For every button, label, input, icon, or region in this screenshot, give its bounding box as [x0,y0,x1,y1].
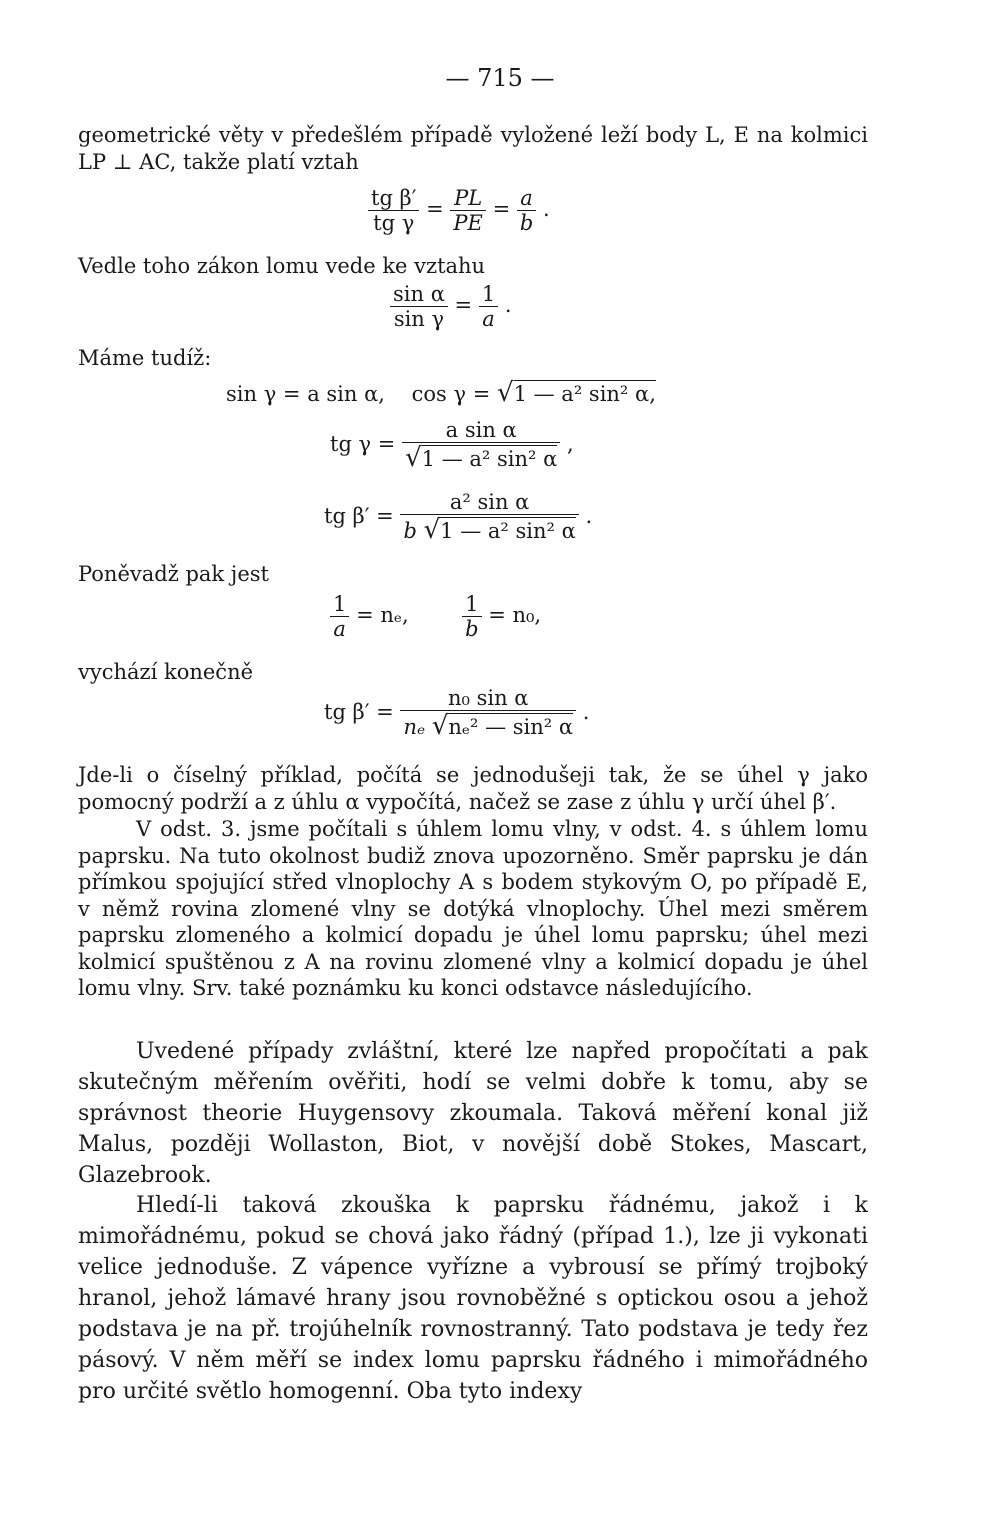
paragraph-uvedene: Uvedené případy zvláštní, které lze napřed propočítati a pak skutečným měřením ověřiti, hodí se velmi dobře k tomu, aby se správnost theorie Huygensovy zkoumala. Taková měření konal již Malus, později Wollaston, Biot, v novější době Stokes, Mascart, Glazebrook. [78,1039,868,1188]
radicand: nₑ² — sin² α [448,715,574,739]
factor-b: b [403,519,417,543]
numerator: n₀ sin α [400,686,576,711]
radicand: 1 — a² sin² α, [513,382,656,406]
label-mame: Máme tudíž: [78,346,212,370]
fraction-pl-pe [450,186,485,235]
lhs: tg β′ = [324,504,394,528]
paragraph-jde-li: Jde-li o číselný příklad, počítá se jednodušeji tak, že se úhel γ jako pomocný podrží a z úhlu α vypočítá, načež se zase z úhlu γ určí úhel β′. [78,763,868,814]
punctuation: . [585,504,593,528]
equation-final [324,686,589,741]
factor-ne: nₑ [403,715,426,739]
fraction-one-over-a [330,592,349,641]
denominator: tg γ [373,211,415,235]
page-number: — 715 — [445,64,555,92]
radicand: 1 — a² sin² α [421,447,558,471]
lhs: tg γ = [330,432,396,456]
punctuation: . [582,700,590,724]
fraction-sin-ratio [390,282,448,331]
radical-sign: √ [423,515,441,545]
equation-snell: $\frac{\text{sin α}}{\text{sin γ}}$ = $\frac{1}{a}$ . [390,282,512,331]
fraction-a-b [517,186,536,235]
denominator [400,515,578,545]
paragraph-intro: geometrické věty v předešlém případě vyložené leží body L, E na kolmici LP ⊥ AC, takže platí vztah [78,123,868,174]
denominator: b [519,211,534,235]
denominator [400,711,576,741]
label-ponevadz: Poněvadž pak jest [78,562,269,586]
paragraph-odst: V odst. 3. jsme počítali s úhlem lomu vlny, v odst. 4. s úhlem lomu paprsku. Na tuto okolnost budiž znova upozorněno. Směr paprsku je dán přímkou spojující střed vlnoplochy A s bodem stykovým O, po případě E, v němž rovina zlomené vlny se dotýká vlnoplochy. Úhel mezi směrem paprsku zlomeného a kolmicí dopadu je úhel lomu paprsku; úhel mezi kolmicí spuštěnou z A na rovinu zlomené vlny a kolmicí dopadu je úhel lomu vlny. Srv. také poznámku ku konci odstavce následujícího. [78,817,868,1000]
numerator: a [517,186,536,211]
equation-indices [330,592,541,641]
numerator: PL [450,186,485,211]
lhs: tg β′ = [324,700,394,724]
punctuation: , [566,432,574,456]
fraction-one-over-a [479,282,498,331]
denominator: a [482,307,495,331]
equation-tangent-ratio: $\frac{\text{tg β′}}{\text{tg γ}}$ = $\frac{PL}{PE}$ = $\frac{a}{b}$ . [368,186,550,235]
numerator: 1 [330,592,349,617]
numerator: a sin α [402,418,560,443]
line-vedle: Vedle toho zákon lomu vede ke vztahu [78,254,486,278]
punctuation: . [542,197,550,221]
index-ne: = nₑ, [356,603,409,627]
radical-sign: √ [497,378,514,408]
denominator: PE [453,211,483,235]
radical-sign: √ [431,711,449,741]
denominator: sin γ [393,307,445,331]
fraction-tg-gamma [402,418,560,473]
cos-gamma-prefix: cos γ = [411,382,491,406]
radical-sign: √ [405,443,422,473]
punctuation: . [504,293,512,317]
equation-tg-beta [324,490,592,545]
label-vychazi: vychází konečně [78,660,254,684]
numerator: tg β′ [368,186,419,211]
fraction-final [400,686,576,741]
equation-tg-gamma [330,418,574,473]
fraction-one-over-b [462,592,481,641]
equation-sin-cos-gamma [226,378,656,408]
denominator [402,443,560,473]
fraction-tg-beta-tg-gamma [368,186,419,235]
paragraph-hledi: Hledí-li taková zkouška k paprsku řádnému, jakož i k mimořádnému, pokud se chová jako řádný (případ 1.), lze ji vykonati velice jednoduše. Z vápence vyříznе a vybrousí se přímý trojboký hranol, jehož lámavé hrany jsou rovnoběžné s optickou osou a jehož podstava je na př. trojúhelník rovnostranný. Tato podstava je tedy řez pásový. V něm měří se index lomu paprsku řádného i mimořádného pro určité světlo homogenní. Oba tyto indexy [78,1193,868,1404]
index-no: = n₀, [488,603,542,627]
sin-gamma-expression: sin γ = a sin α, [226,382,385,406]
numerator: sin α [390,282,448,307]
numerator: 1 [462,592,481,617]
fraction-tg-beta [400,490,578,545]
radicand: 1 — a² sin² α [440,519,576,543]
numerator: 1 [479,282,498,307]
denominator: b [465,617,479,641]
denominator: a [333,617,346,641]
numerator: a² sin α [400,490,578,515]
